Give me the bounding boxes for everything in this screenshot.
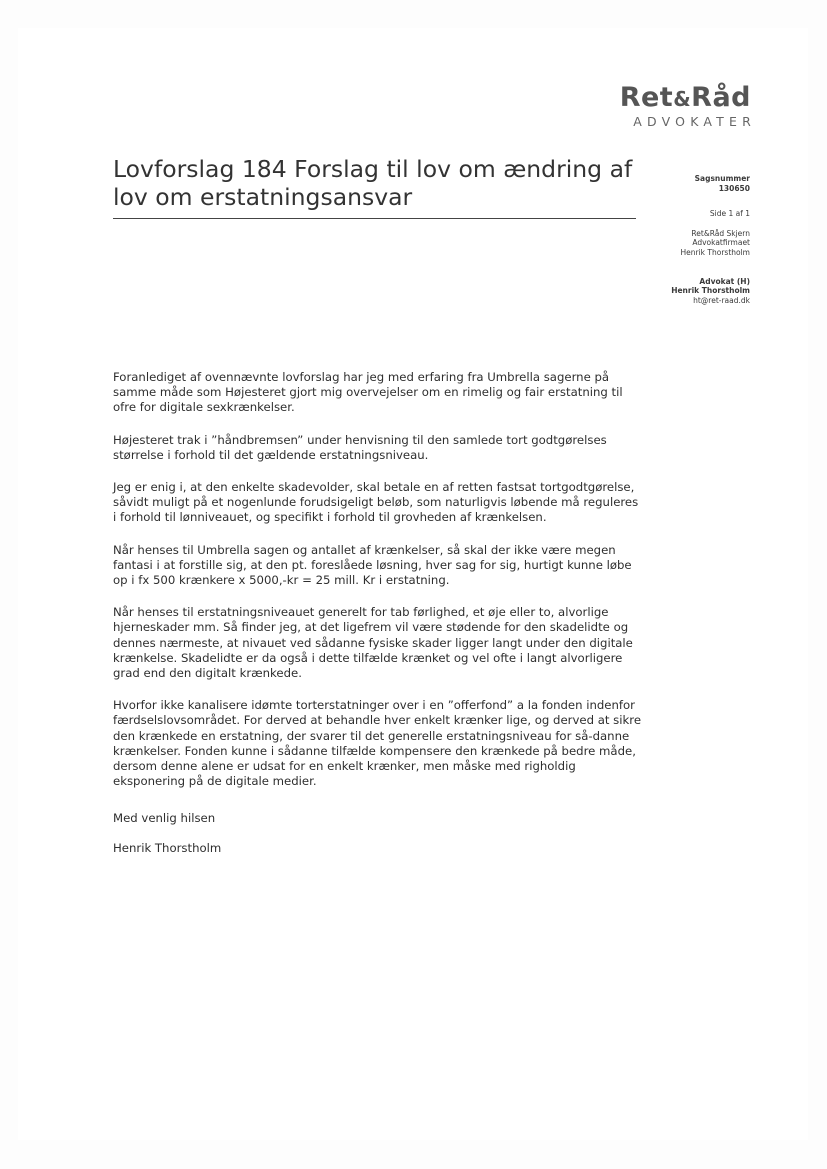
- title-divider: [113, 218, 636, 219]
- lawyer-title: Advokat (H): [699, 276, 750, 286]
- body-paragraph: Hvorfor ikke kanalisere idømte torterstatninger over i en ”offerfond” a la fonden indenfor færdselslovsområdet. For derved at behandle hver enkelt krænker lige, og derved at sikre den krænkede en erstatning, der svarer til det generelle erstatningsniveau for så-danne krænkelser. Fonden kunne i sådanne tilfælde kompensere den krænkede på bedre måde, dersom denne alene er udsat for en enkelt krænker, men måske med righoldig eksponering på de digitale medier.: [113, 698, 642, 789]
- firm-logo: [619, 82, 756, 130]
- body-paragraph: Foranlediget af ovennævnte lovforslag har jeg med erfaring fra Umbrella sagerne på samme måde som Højesteret gjort mig overvejelser om en rimelig og fair erstatning til ofre for digitale sexkrænkelser.: [113, 370, 623, 415]
- lawyer-name: Henrik Thorstholm: [671, 286, 750, 296]
- case-label: Sagsnummer: [694, 174, 750, 183]
- lawyer-email: ht@ret-raad.dk: [693, 295, 750, 305]
- logo-name: Ret&Råd: [619, 82, 751, 113]
- case-number: 130650: [718, 183, 750, 193]
- letter-body: [113, 370, 643, 873]
- closing-salutation: Med venlig hilsen: [113, 811, 216, 826]
- logo-subtitle: ADVOKATER: [633, 114, 756, 129]
- body-paragraph: Jeg er enig i, at den enkelte skadevolder, skal betale en af retten fastsat tortgodtgørelse, såvidt muligt på et nogenlunde forudsigeligt beløb, som naturligvis løbende må reguleres i forhold til lønniveauet, og specifikt i forhold til grovheden af krænkelsen.: [113, 480, 639, 525]
- page-info: Side 1 af 1: [709, 209, 750, 219]
- document-title: Lovforslag 184 Forslag til lov om ændring af lov om erstatningsansvar: [113, 155, 633, 211]
- firm-line-3: Henrik Thorstholm: [680, 247, 750, 257]
- body-paragraph: Højesteret trak i ”håndbremsen” under henvisning til den samlede tort godtgørelses størrelse i forhold til det gældende erstatningsniveau.: [113, 432, 607, 462]
- body-paragraph: Når henses til Umbrella sagen og antallet af krænkelser, så skal der ikke være megen fantasi i at forstille sig, at den pt. foreslåede løsning, hver sag for sig, hurtigt kunne løbe op i fx 500 krænkere x 5000,-kr = 25 mill. Kr i erstatning.: [113, 542, 632, 588]
- body-paragraph: Når henses til erstatningsniveauet generelt for tab førlighed, et øje eller to, alvorlige hjerneskader mm. Så finder jeg, at det ligefrem vil være stødende for den skadelidte og dennes nærmeste, at nivauet ved sådanne fysiske skader ligger langt under den digitale krænkelse. Skadelidte er da også i dette tilfælde krænket og vel ofte i langt alvorligere grad end den digitalt krænkede.: [113, 605, 633, 681]
- firm-line-1: Ret&Råd Skjern: [691, 228, 750, 238]
- signature-name: Henrik Thorstholm: [113, 840, 222, 855]
- sidebar-info: [610, 174, 750, 305]
- firm-line-2: Advokatfirmaet: [692, 238, 750, 248]
